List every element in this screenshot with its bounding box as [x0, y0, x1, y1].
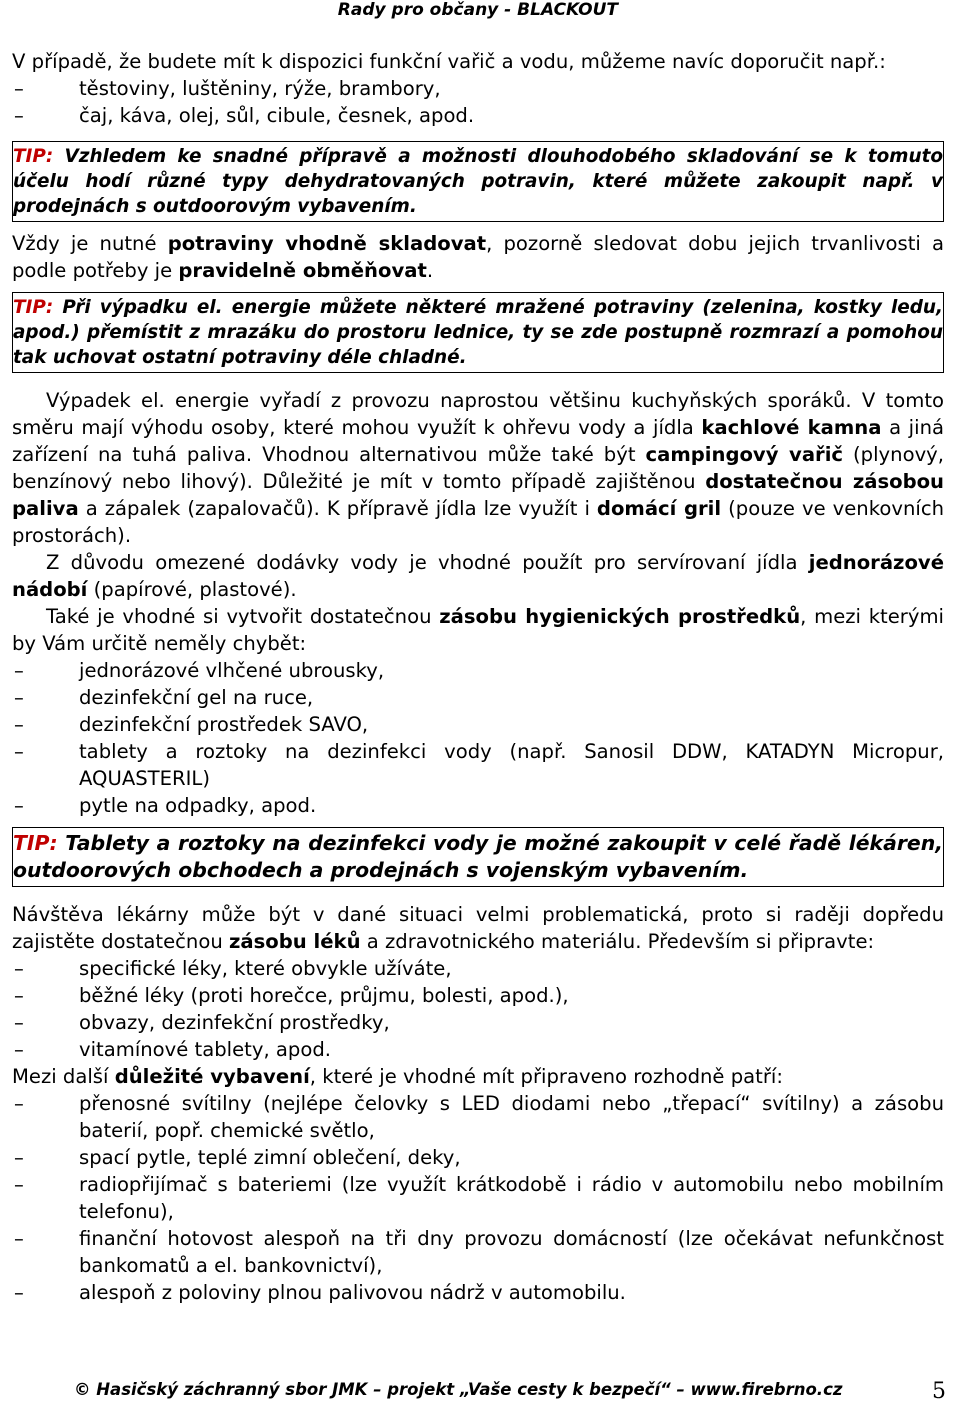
text-run: (plynový, benzínový nebo lihový). Důležité je mít v tomto případě zajištěnou	[12, 443, 944, 493]
paragraph-medicine	[12, 901, 944, 955]
list-item: – čaj, káva, olej, sůl, cibule, česnek, apod.	[12, 102, 944, 129]
list-cooking-foods	[12, 75, 944, 129]
tip-text: Při výpadku el. energie můžete některé mražené potraviny (zelenina, kostky ledu, apod.) přemístit z mrazáku do prostoru lednice, ty se zde postupně rozmrazí a pomohou tak uchovat ostatní potraviny déle chladné.	[13, 297, 943, 368]
bold-run: dostatečnou zásobou paliva	[12, 470, 944, 520]
text-run: a zdravotnického materiálu. Především si připravte:	[360, 930, 875, 953]
list-item: – obvazy, dezinfekční prostředky,	[12, 1009, 944, 1036]
list-item: – vitamínové tablety, apod.	[12, 1036, 944, 1063]
text-run: a jiná zařízení na tuhá paliva. Vhodnou alternativou může také být	[12, 416, 944, 466]
bold-run: zásobu léků	[228, 930, 361, 953]
list-item: – jednorázové vlhčené ubrousky,	[12, 657, 944, 684]
bold-run: důležité vybavení	[114, 1065, 310, 1088]
tip-label: TIP:	[13, 146, 54, 167]
bold-run: potraviny vhodně skladovat	[167, 232, 487, 255]
text-run: , mezi kterými by Vám určitě neměly chybět:	[12, 605, 944, 655]
tip-label: TIP:	[13, 831, 58, 855]
bold-run: jednorázové nádobí	[12, 551, 944, 601]
tip-text: Tablety a roztoky na dezinfekci vody je možné zakoupit v celé řadě lékáren, outdoorových obchodech a prodejnách s vojenským vybavením.	[13, 831, 943, 882]
list-hygiene-items	[12, 657, 944, 819]
paragraph-cooking-alternatives	[12, 387, 944, 549]
bold-run: campingový vařič	[645, 443, 844, 466]
text-run: a zápalek (zapalovačů). K přípravě jídla lze využít i	[78, 497, 597, 520]
text-run: .	[426, 259, 434, 282]
tip-label: TIP:	[13, 297, 54, 318]
text-run: , pozorně sledovat dobu jejich trvanlivosti a podle potřeby je	[12, 232, 945, 282]
list-item: – dezinfekční prostředek SAVO,	[12, 711, 944, 738]
bold-run: domácí gril	[596, 497, 722, 520]
bold-run: zásobu hygienických prostředků	[439, 605, 801, 628]
bold-run: kachlové kamna	[701, 416, 882, 439]
text-run: Z důvodu omezené dodávky vody je vhodné použít pro servírovaní jídla	[46, 551, 809, 574]
paragraph-hygiene	[12, 603, 944, 657]
list-item: – finanční hotovost alespoň na tři dny provozu domácností (lze očekávat nefunkčnost bankomatů a el. bankovnictví),	[12, 1225, 944, 1279]
list-item: – alespoň z poloviny plnou palivovou nádrž v automobilu.	[12, 1279, 944, 1306]
footer-text: © Hasičský záchranný sbor JMK – projekt „Vaše cesty k bezpečí“ – www.firebrno.cz	[74, 1380, 843, 1399]
text-run: (papírové, plastové).	[87, 578, 297, 601]
list-item: – těstoviny, luštěniny, rýže, brambory,	[12, 75, 944, 102]
text-run: Vždy je nutné	[12, 232, 168, 255]
page-number: 5	[932, 1379, 946, 1404]
tip-text: Vzhledem ke snadné přípravě a možnosti dlouhodobého skladování se k tomuto účelu hodí různé typy dehydratovaných potravin, které můžete zakoupit např. v prodejnách s outdoorovým vybavením.	[13, 146, 943, 217]
paragraph-storage	[12, 230, 944, 284]
paragraph-intro: V případě, že budete mít k dispozici funkční vařič a vodu, můžeme navíc doporučit např.:	[12, 50, 886, 73]
list-item: – dezinfekční gel na ruce,	[12, 684, 944, 711]
page-footer	[74, 1380, 954, 1402]
tip-box-dehydrated-food	[12, 141, 944, 222]
document-body	[12, 48, 944, 1306]
text-run: (pouze ve venkovních prostorách).	[12, 497, 945, 547]
paragraph-disposable-dishes	[12, 549, 944, 603]
text-run: Návštěva lékárny může být v dané situaci velmi problematická, proto si raději dopředu zajistěte dostatečnou	[12, 903, 944, 953]
list-item: – tablety a roztoky na dezinfekci vody (např. Sanosil DDW, KATADYN Micropur, AQUASTERIL)	[12, 738, 944, 792]
list-equipment-items	[12, 1090, 944, 1306]
tip-box-frozen-food	[12, 292, 944, 373]
bold-run: pravidelně obměňovat	[178, 259, 427, 282]
list-item: – specifické léky, které obvykle užíváte,	[12, 955, 944, 982]
list-item: – přenosné svítilny (nejlépe čelovky s LED diodami nebo „třepací“ svítilny) a zásobu baterií, popř. chemické světlo,	[12, 1090, 944, 1144]
text-run: Mezi další	[12, 1065, 115, 1088]
list-item: – pytle na odpadky, apod.	[12, 792, 944, 819]
text-run: Výpadek el. energie vyřadí z provozu naprostou většinu kuchyňských sporáků. V tomto směru mají výhodu osoby, které mohou využít k ohřevu vody a jídla	[12, 389, 944, 439]
list-item: – radiopřijímač s bateriemi (lze využít krátkodobě i rádio v automobilu nebo mobilním telefonu),	[12, 1171, 944, 1225]
page-header-title: Rady pro občany - BLACKOUT	[337, 0, 618, 20]
text-run: , které je vhodné mít připraveno rozhodně patří:	[309, 1065, 783, 1088]
text-run: Také je vhodné si vytvořit dostatečnou	[46, 605, 440, 628]
list-item: – běžné léky (proti horečce, průjmu, bolesti, apod.),	[12, 982, 944, 1009]
tip-box-water-tablets	[12, 827, 944, 887]
list-medicine-items	[12, 955, 944, 1063]
list-item: – spací pytle, teplé zimní oblečení, deky,	[12, 1144, 944, 1171]
paragraph-equipment	[12, 1063, 944, 1090]
